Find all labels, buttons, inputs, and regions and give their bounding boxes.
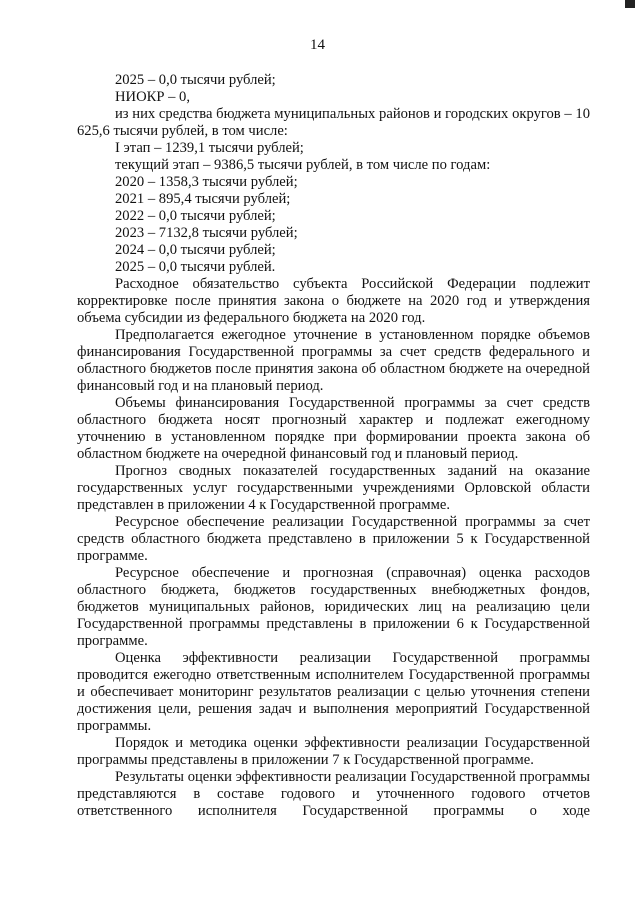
text-line: 2021 – 895,4 тысячи рублей; (115, 191, 291, 207)
paragraph: Прогноз сводных показателей государственных заданий на оказание государственных услуг государственными учреждениями Орловской области представлен в приложении 4 к Государственной программе. (77, 463, 590, 513)
text-line: 2023 – 7132,8 тысячи рублей; (115, 225, 298, 241)
text-line: 2022 – 0,0 тысячи рублей; (115, 208, 276, 224)
document-body (77, 72, 590, 820)
paragraph: Оценка эффективности реализации Государственной программы проводится ежегодно ответственным исполнителем Государственной программы и обеспечивает мониторинг результатов реализации с целью уточнения степени достижения цели, решения задач и выполнения мероприятий Государственной программы. (77, 650, 590, 734)
paragraph: Результаты оценки эффективности реализации Государственной программы представляются в составе годового и уточненного годового отчетов ответственного исполнителя Государственной программы о ходе (77, 769, 590, 819)
paragraph: Ресурсное обеспечение реализации Государственной программы за счет средств областного бюджета представлено в приложении 5 к Государственной программе. (77, 514, 590, 564)
paragraph: Ресурсное обеспечение и прогнозная (справочная) оценка расходов областного бюджета, бюджетов государственных внебюджетных фондов, бюджетов муниципальных районов, юридических лиц на реализацию цели Государственной программы представлены в приложении 6 к Государственной программе. (77, 565, 590, 649)
paragraph: Расходное обязательство субъекта Российской Федерации подлежит корректировке после принятия закона о бюджете на 2020 год и утверждения объема субсидии из федерального бюджета на 2020 год. (77, 276, 590, 326)
paragraph: Предполагается ежегодное уточнение в установленном порядке объемов финансирования Государственной программы за счет средств федерального и областного бюджетов после принятия закона об областном бюджете на очередной финансовый год и на плановый период. (77, 327, 590, 394)
municipal-funds-paragraph: из них средства бюджета муниципальных районов и городских округов – 10 625,6 тысячи рублей, в том числе: (77, 106, 590, 139)
page-number: 14 (310, 37, 325, 53)
paragraph: Объемы финансирования Государственной программы за счет средств областного бюджета носят прогнозный характер и подлежат ежегодному уточнению в установленном порядке при формировании проекта закона об областном бюджете на очередной финансовый год и плановый период. (77, 395, 590, 462)
text-line: 2020 – 1358,3 тысячи рублей; (115, 174, 298, 190)
text-line: 2024 – 0,0 тысячи рублей; (115, 242, 276, 258)
paragraph: Порядок и методика оценки эффективности реализации Государственной программы представлены в приложении 7 к Государственной программе. (77, 735, 590, 768)
text-line: 2025 – 0,0 тысячи рублей; (115, 72, 276, 88)
text-line: I этап – 1239,1 тысячи рублей; (115, 140, 304, 156)
text-line: НИОКР – 0, (115, 89, 191, 105)
text-line: текущий этап – 9386,5 тысячи рублей, в том числе по годам: (115, 157, 491, 173)
scan-corner-mark (625, 0, 635, 8)
text-line: 2025 – 0,0 тысячи рублей. (115, 259, 276, 275)
